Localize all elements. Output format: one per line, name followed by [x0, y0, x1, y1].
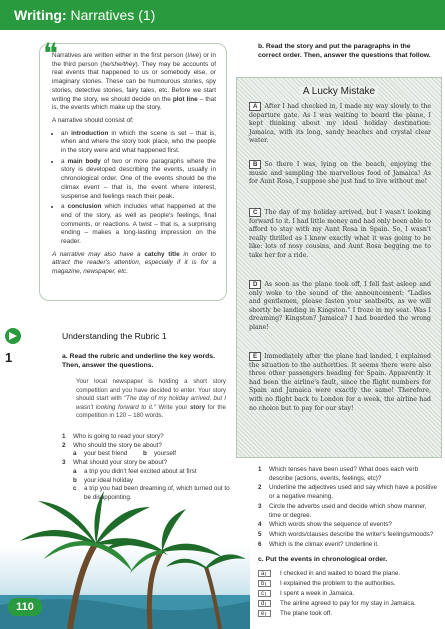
story-paragraph: E Immediately after the plane had landed, I explained the situation to the authorities. It seems there were also three other passengers heading for Spain. Apparently it had been the airline's fault, since the flight numbers for Spain and Jamaica were exactly the same! Therefore, with no flight back to London for a week, the airline had no choice but to pay for our stay!	[249, 353, 431, 412]
event-item: b I explained the problem to the authorities.	[258, 579, 440, 589]
theory-list	[52, 130, 216, 247]
question-item: 3 What should your story be about?	[62, 459, 168, 467]
title-bold: Writing:	[14, 7, 67, 23]
question-item: 2 Who should the story be about?	[62, 441, 162, 449]
option-item: b yourself	[143, 450, 177, 458]
question-item: 1 Who is going to read your story?	[62, 433, 164, 440]
story-paragraph: C The day of my holiday arrived, but I wasn't looking forward to it. I had little money and had only been able to afford to stay with my Aunt Rosa in Spain. So, I wasn't really thrilled as I knew exactly what it was going to be like: lots of nosy cousins, and Aunt Rosa begging me to take her for a ride.	[249, 209, 431, 259]
page-title	[14, 7, 155, 23]
task-a-instruction: a. Read the rubric and underline the key words. Then, answer the questions.	[62, 353, 215, 369]
rubric-questions	[62, 433, 232, 503]
option-item: a a trip you didn't feel excited about at first	[73, 467, 197, 475]
rubric-text: Your local newspaper is holding a short story competition and you have decided to enter. Your story should start with "The day of my holiday arrived, but I wasn't looking forward to it." Write your story for the competition in 120 – 180 words.	[76, 378, 226, 420]
question-item: 5 Which words/clauses describe the writer's feelings/moods?	[258, 530, 434, 538]
paragraph-label: E	[249, 352, 261, 361]
theory-item-introduction: • an introduction in which the scene is set – that is, when and where the story took place, who the people in the story were and what happened first.	[61, 130, 216, 156]
paragraph-label: A	[249, 102, 261, 111]
paragraph-label: C	[249, 208, 261, 217]
event-item: d The airline agreed to pay for my stay in Jamaica.	[258, 599, 440, 609]
answer-box[interactable]: a	[258, 570, 271, 577]
theory-item-conclusion: • a conclusion which includes what happened at the end of the story, as well as people's feelings, final comments, or reactions. A twist – that is, a surprising ending – makes a long-lasting impression on the reader.	[61, 203, 216, 247]
question-options	[62, 450, 232, 459]
option-item: c a trip you had been dreaming of, which turned out to be disappointing.	[73, 485, 230, 501]
story-paragraph: A After I had checked in, I made my way slowly to the departure gate. As I was waiting to board the plane, I kept thinking about my ideal holiday destination: Jamaica, with its long, sandy beaches and crystal clear water.	[249, 103, 431, 145]
story-paragraph: B So there I was, lying on the beach, enjoying the music and sampling the marvellous food of Jamaica! As for Aunt Rosa, I suppose she just had to live without me!	[249, 161, 431, 186]
page-header	[0, 0, 445, 30]
question-item: 3 Circle the adverbs used and decide which show manner, time or degree.	[258, 502, 427, 519]
question-item: 4 Which words show the sequence of events?	[258, 521, 392, 529]
answer-box[interactable]: d	[258, 600, 271, 607]
theory-intro: Narratives are written either in the first person (I/we) or in the third person (he/she/they). They may be accounts of real events that happened to us or somebody else, or imaginary stories. These can be humourous stories, spy stories, detective stories, fairy tales, etc. Before we start writing the story, we should decide on the plot line – that is, the events which make up the story.	[52, 52, 217, 112]
theory-title-note: A narrative may also have a catchy title in order to attract the reader's attention, especially if it is for a magazine, newspaper, etc.	[52, 250, 216, 276]
event-item: e The plane took off.	[258, 609, 440, 619]
arrow-icon	[5, 328, 21, 344]
question-item: 1 Which tenses have been used? What does each verb describe (actions, events, feelings, etc)?	[258, 466, 419, 482]
story-title: A Lucky Mistake	[237, 86, 441, 97]
exercise-number: 1	[5, 350, 13, 365]
event-item: a I checked in and waited to board the plane.	[258, 569, 440, 579]
story-box	[236, 77, 442, 458]
task-c-instruction: c. Put the events in chronological order.	[258, 556, 388, 563]
event-item: c I spent a week in Jamaica.	[258, 589, 440, 599]
page-number: 110	[8, 598, 42, 616]
option-item: b your ideal holiday	[73, 476, 134, 484]
option-item: a your best friend	[73, 450, 128, 458]
answer-box[interactable]: c	[258, 590, 271, 597]
title-rest: Narratives (1)	[66, 7, 156, 23]
story-paragraph: D As soon as the plane took off, I fell fast asleep and only woke to the sound of the announcement: "Ladies and gentlemen, please fasten your seatbelts, as we will shortly be landing in Kingston." I froze in my seat. Was I dreaming? Kingston? Jamaica? I had boarded the wrong plane!	[249, 281, 431, 331]
section-title: Understanding the Rubric 1	[62, 331, 167, 341]
question-item: 6 Which is the climax event? Underline it.	[258, 540, 379, 548]
theory-box	[39, 37, 227, 301]
paragraph-label: D	[249, 280, 261, 289]
story-questions	[258, 466, 438, 550]
answer-box[interactable]: b	[258, 580, 271, 587]
question-item: 2 Underline the adjectives used and say which have a positive or a negative meaning.	[258, 484, 438, 501]
events-list	[258, 569, 440, 619]
quote-icon: ❝	[43, 37, 59, 70]
theory-consist: A narrative should consist of:	[52, 116, 134, 124]
answer-box[interactable]: e	[258, 610, 271, 617]
theory-item-main-body: • a main body of two or more paragraphs where the story is developed describing the events, usually in chronological order. One of the events should be the climax event – that is, the event where interest, suspense and feelings reach their peak.	[61, 158, 216, 202]
task-b-instruction: b. Read the story and put the paragraphs in the correct order. Then, answer the questions that follow.	[258, 43, 431, 59]
paragraph-label: B	[249, 160, 261, 169]
